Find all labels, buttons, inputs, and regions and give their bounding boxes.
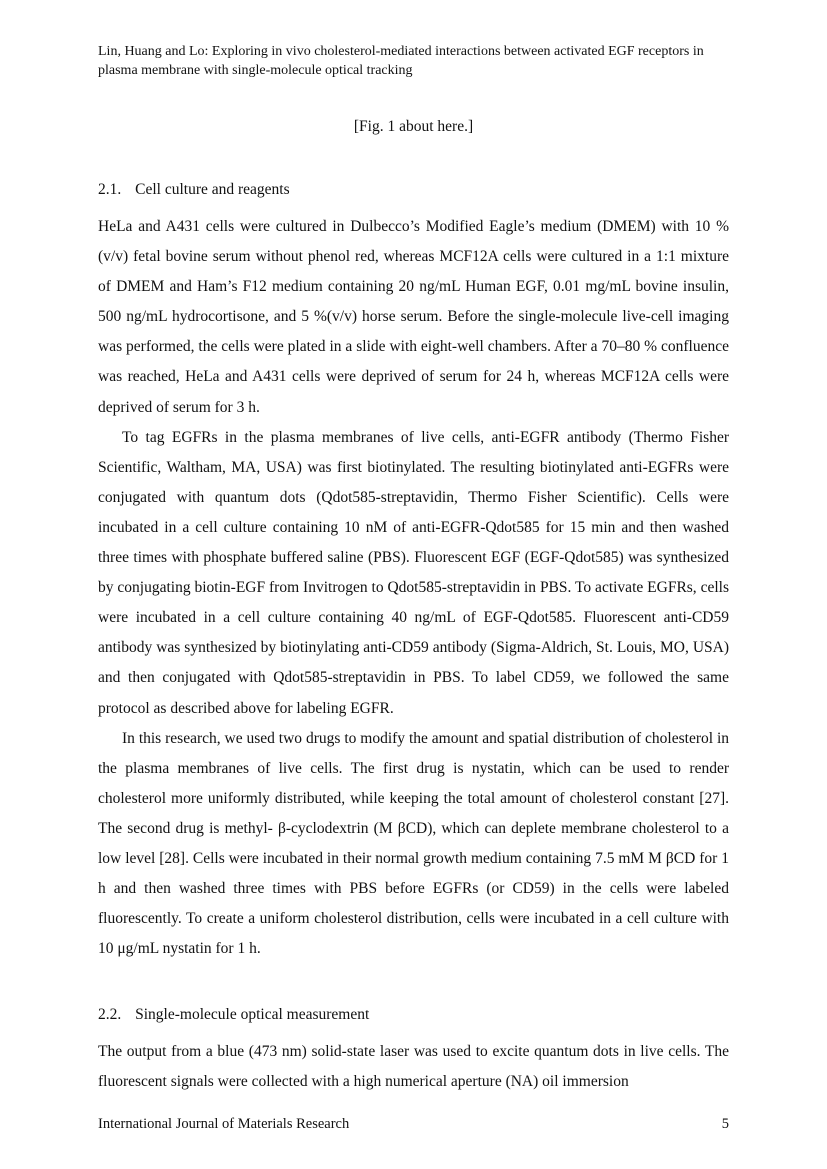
section-body-2-1: [98, 212, 729, 964]
section-title: Single-molecule optical measurement: [135, 1006, 370, 1023]
footer-journal-name: International Journal of Materials Research: [98, 1116, 350, 1132]
paragraph: The output from a blue (473 nm) solid-state laser was used to excite quantum dots in live cells. The fluorescent signals were collected with a high numerical aperture (NA) oil immersion: [98, 1043, 729, 1091]
paragraph: To tag EGFRs in the plasma membranes of live cells, anti-EGFR antibody (Thermo Fisher Scientific, Waltham, MA, USA) was first biotinylated. The resulting biotinylated anti-EGFRs were conjugated with quantum dots (Qdot585-streptavidin, Thermo Fisher Scientific). Cells were incubated in a cell culture containing 10 nM of anti-EGFR-Qdot585 for 15 min and then washed three times with phosphate buffered saline (PBS). Fluorescent EGF (EGF-Qdot585) was synthesized by conjugating biotin-EGF from Invitrogen to Qdot585-streptavidin in PBS. To activate EGFRs, cells were incubated in a cell culture containing 40 ng/mL of EGF-Qdot585. Fluorescent anti-CD59 antibody was synthesized by biotinylating anti-CD59 antibody (Sigma-Aldrich, St. Louis, MO, USA) and then conjugated with Qdot585-streptavidin in PBS. To label CD59, we followed the same protocol as described above for labeling EGFR.: [98, 428, 729, 717]
section-heading-2-1: [98, 180, 290, 200]
page-number: 5: [721, 1116, 729, 1132]
section-heading-2-2: [98, 1005, 369, 1025]
figure-placeholder: [Fig. 1 about here.]: [353, 118, 474, 135]
section-number: 2.1.: [98, 181, 122, 198]
section-body-2-2: [98, 1037, 729, 1097]
running-head: Lin, Huang and Lo: Exploring in vivo cholesterol-mediated interactions between activated EGF receptors in plasma membrane with single-molecule optical tracking: [98, 44, 704, 78]
paragraph: HeLa and A431 cells were cultured in Dulbecco’s Modified Eagle’s medium (DMEM) with 10 % (v/v) fetal bovine serum without phenol red, whereas MCF12A cells were cultured in a 1:1 mixture of DMEM and Ham’s F12 medium containing 20 ng/mL Human EGF, 0.01 mg/mL bovine insulin, 500 ng/mL hydrocortisone, and 5 %(v/v) horse serum. Before the single-molecule live-cell imaging was performed, the cells were plated in a slide with eight-well chambers. After a 70–80 % confluence was reached, HeLa and A431 cells were deprived of serum for 24 h, whereas MCF12A cells were deprived of serum for 3 h.: [98, 218, 729, 416]
section-title: Cell culture and reagents: [135, 181, 290, 198]
paragraph: In this research, we used two drugs to modify the amount and spatial distribution of cholesterol in the plasma membranes of live cells. The first drug is nystatin, which can be used to render cholesterol more uniformly distributed, while keeping the total amount of cholesterol constant [27]. The second drug is methyl- β-cyclodextrin (M βCD), which can deplete membrane cholesterol to a low level [28]. Cells were incubated in their normal growth medium containing 7.5 mM M βCD for 1 h and then washed three times with PBS before EGFRs (or CD59) in the cells were labeled fluorescently. To create a uniform cholesterol distribution, cells were incubated in a cell culture with 10 μg/mL nystatin for 1 h.: [98, 729, 729, 958]
section-number: 2.2.: [98, 1006, 122, 1023]
